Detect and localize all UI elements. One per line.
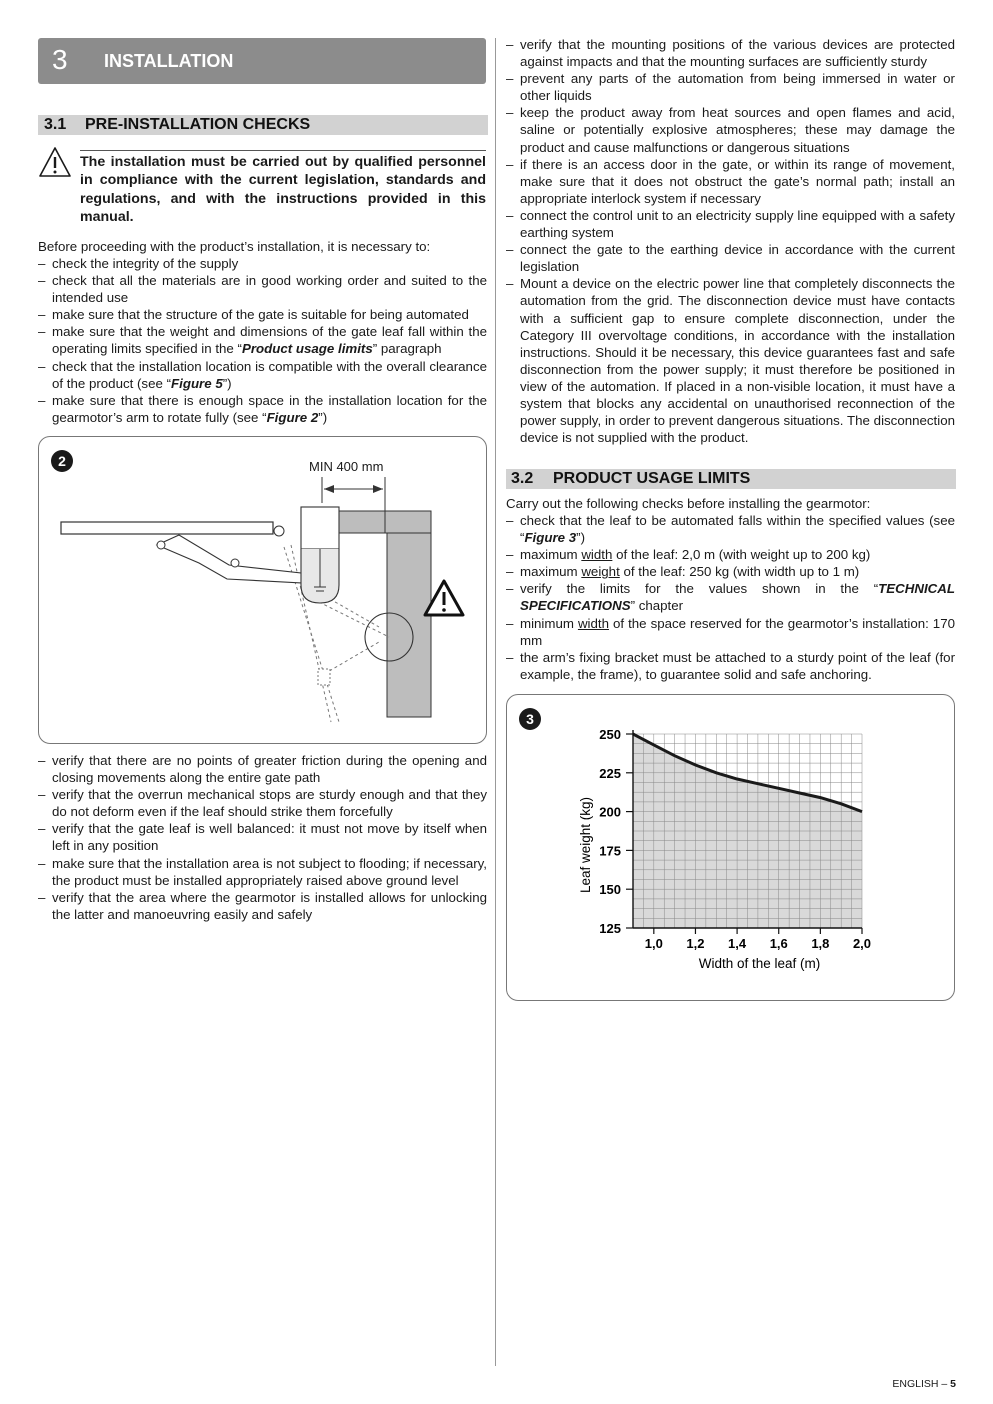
chapter-number: 3	[52, 44, 68, 75]
section-32-list	[506, 512, 955, 683]
section-31-list-before	[38, 255, 487, 426]
column-divider	[495, 38, 496, 1366]
list-item-text: the arm’s fixing bracket must be attached to a sturdy point of the leaf (for example, the frame), to guarantee solid and safe anchoring.	[520, 649, 955, 682]
figure-3	[506, 694, 955, 1001]
list-item-text: ”)	[576, 530, 586, 546]
chapter-heading	[38, 38, 486, 84]
list-item: – if there is an access door in the gate, or within its range of movement, make sure that it does not obstruct the gate’s normal path; install an appropriate interlock system if necessary	[506, 156, 955, 207]
y-tick-label: 175	[599, 843, 621, 859]
section-31-title: PRE-INSTALLATION CHECKS	[85, 116, 311, 133]
footer-language: ENGLISH –	[892, 1378, 951, 1390]
list-item	[506, 649, 955, 683]
list-item: – connect the gate to the earthing device in accordance with the current legislation	[506, 241, 955, 275]
list-item	[506, 546, 955, 563]
warning-text: The installation must be carried out by qualified personnel in compliance with the current legislation, standards and regulations, and with the instructions provided in this manual.	[80, 154, 486, 226]
x-tick-label: 1,8	[811, 936, 830, 951]
list-item	[506, 615, 955, 649]
list-item	[38, 323, 487, 357]
right-column-list	[506, 36, 955, 446]
list-item-text: of the leaf: 250 kg (with width up to 1 m)	[619, 564, 860, 580]
list-item-text: maximum	[520, 564, 582, 580]
x-tick-label: 1,0	[644, 936, 663, 951]
list-item-text: maximum	[520, 547, 582, 563]
list-item-text: minimum	[520, 615, 578, 631]
list-item: – make sure that the installation area is not subject to flooding; if necessary, the product must be installed appropriately raised above ground level	[38, 855, 487, 889]
list-item-text: ”)	[222, 375, 232, 391]
figure-2-dimension-label: MIN 400 mm	[309, 459, 384, 474]
list-item-text: make sure that the weight and dimensions of the gate leaf fall within the operating limits specified in the “	[52, 324, 487, 357]
y-tick-label: 200	[599, 804, 621, 820]
cross-reference: Product usage limits	[241, 341, 373, 357]
y-axis-label: Leaf weight (kg)	[578, 796, 593, 894]
list-item	[506, 512, 955, 546]
underlined-term: width	[577, 615, 609, 631]
figure-2	[38, 436, 487, 744]
list-item: – check that all the materials are in good working order and suited to the intended use	[38, 272, 487, 306]
list-item-text: check that the installation location is compatible with the overall clearance of the product (see “	[52, 358, 487, 391]
section-32-heading	[506, 469, 956, 489]
list-item: – connect the control unit to an electricity supply line equipped with a safety earthing system	[506, 207, 955, 241]
list-item-text: of the leaf: 2,0 m (with weight up to 200 kg)	[612, 547, 871, 563]
y-tick-label: 250	[599, 727, 621, 742]
x-axis-label: Width of the leaf (m)	[698, 956, 821, 971]
list-item: – prevent any parts of the automation from being immersed in water or other liquids	[506, 70, 955, 104]
y-tick-label: 125	[599, 921, 621, 936]
list-item	[506, 580, 955, 614]
list-item: – verify that the gate leaf is well balanced: it must not move by itself when left in any position	[38, 820, 487, 854]
y-tick-label: 150	[599, 882, 621, 898]
x-tick-label: 2,0	[852, 936, 872, 951]
figure-3-badge: 3	[519, 708, 541, 730]
figure-2-drawing	[39, 437, 486, 743]
figure-3-chart	[507, 695, 954, 1000]
warning-icon	[38, 146, 72, 178]
cross-reference: TECHNICAL SPECIFICATIONS	[520, 581, 955, 614]
cross-reference: Figure 2	[266, 409, 319, 425]
list-item-text: ”)	[318, 409, 328, 425]
cross-reference: Figure 3	[524, 530, 577, 546]
list-item	[38, 392, 487, 426]
list-item: – verify that the overrun mechanical stops are sturdy enough and that they do not deform even if the leaf should strike them forcefully	[38, 786, 487, 820]
x-tick-label: 1,6	[769, 936, 788, 951]
list-item	[506, 563, 955, 580]
footer-page-number: 5	[950, 1378, 956, 1390]
chart-grid	[633, 734, 862, 928]
section-31-heading	[38, 115, 488, 135]
list-item-text: make sure that there is enough space in the installation location for the gearmotor’s arm to rotate fully (see “	[52, 392, 487, 425]
list-item: – keep the product away from heat sources and open flames and acid, saline or potentially explosive atmospheres; these may damage the product and cause malfunctions or dangerous situations	[506, 104, 955, 155]
list-item-text: ” paragraph	[372, 341, 442, 357]
underlined-term: weight	[581, 564, 620, 580]
list-item-text: of the space reserved for the gearmotor’s installation: 170 mm	[520, 615, 955, 648]
x-tick-label: 1,4	[728, 936, 747, 951]
section-31-list-after	[38, 752, 487, 923]
page-footer	[870, 1378, 956, 1390]
figure-2-badge: 2	[51, 450, 73, 472]
list-item: – make sure that the structure of the gate is suitable for being automated	[38, 306, 487, 323]
y-tick-label: 225	[599, 765, 621, 781]
section-31-number: 3.1	[44, 116, 67, 133]
cross-reference: Figure 5	[171, 375, 223, 391]
section-32-title: PRODUCT USAGE LIMITS	[553, 470, 751, 487]
list-item: – verify that the area where the gearmotor is installed allows for unlocking the latter and manoeuvring easily and safely	[38, 889, 487, 923]
list-item-text: check that the leaf to be automated falls within the specified values (see “	[520, 513, 955, 546]
list-item	[38, 358, 487, 392]
underlined-term: width	[581, 547, 613, 563]
section-32-number: 3.2	[511, 470, 534, 487]
warning-rule	[80, 150, 486, 151]
section-32-intro: Carry out the following checks before installing the gearmotor:	[506, 496, 871, 511]
section-31-intro: Before proceeding with the product’s installation, it is necessary to:	[38, 239, 431, 254]
chapter-title: INSTALLATION	[104, 51, 234, 71]
x-tick-label: 1,2	[686, 936, 705, 951]
list-item-text: verify the limits for the values shown in the “	[520, 581, 879, 597]
list-item-text: ” chapter	[630, 598, 684, 614]
list-item: – Mount a device on the electric power line that completely disconnects the automation from the grid. The disconnection device must have contacts with a sufficient gap to ensure complete disconnection, under the Category III overvoltage conditions, in accordance with the installation instructions. Should it be necessary, this device guarantees fast and safe disconnection from the power supply; it must therefore be positioned in view of the automation. If placed in a non-visible location, it must have a system that blocks any accidental on unauthorised reconnection of the power supply, in order to prevent dangerous situations. The disconnection device is not supplied with the product.	[506, 275, 955, 446]
list-item: – verify that there are no points of greater friction during the opening and closing movements along the entire gate path	[38, 752, 487, 786]
list-item: – check the integrity of the supply	[38, 255, 487, 272]
list-item: – verify that the mounting positions of the various devices are protected against impacts and that the mounting surfaces are sufficiently sturdy	[506, 36, 955, 70]
